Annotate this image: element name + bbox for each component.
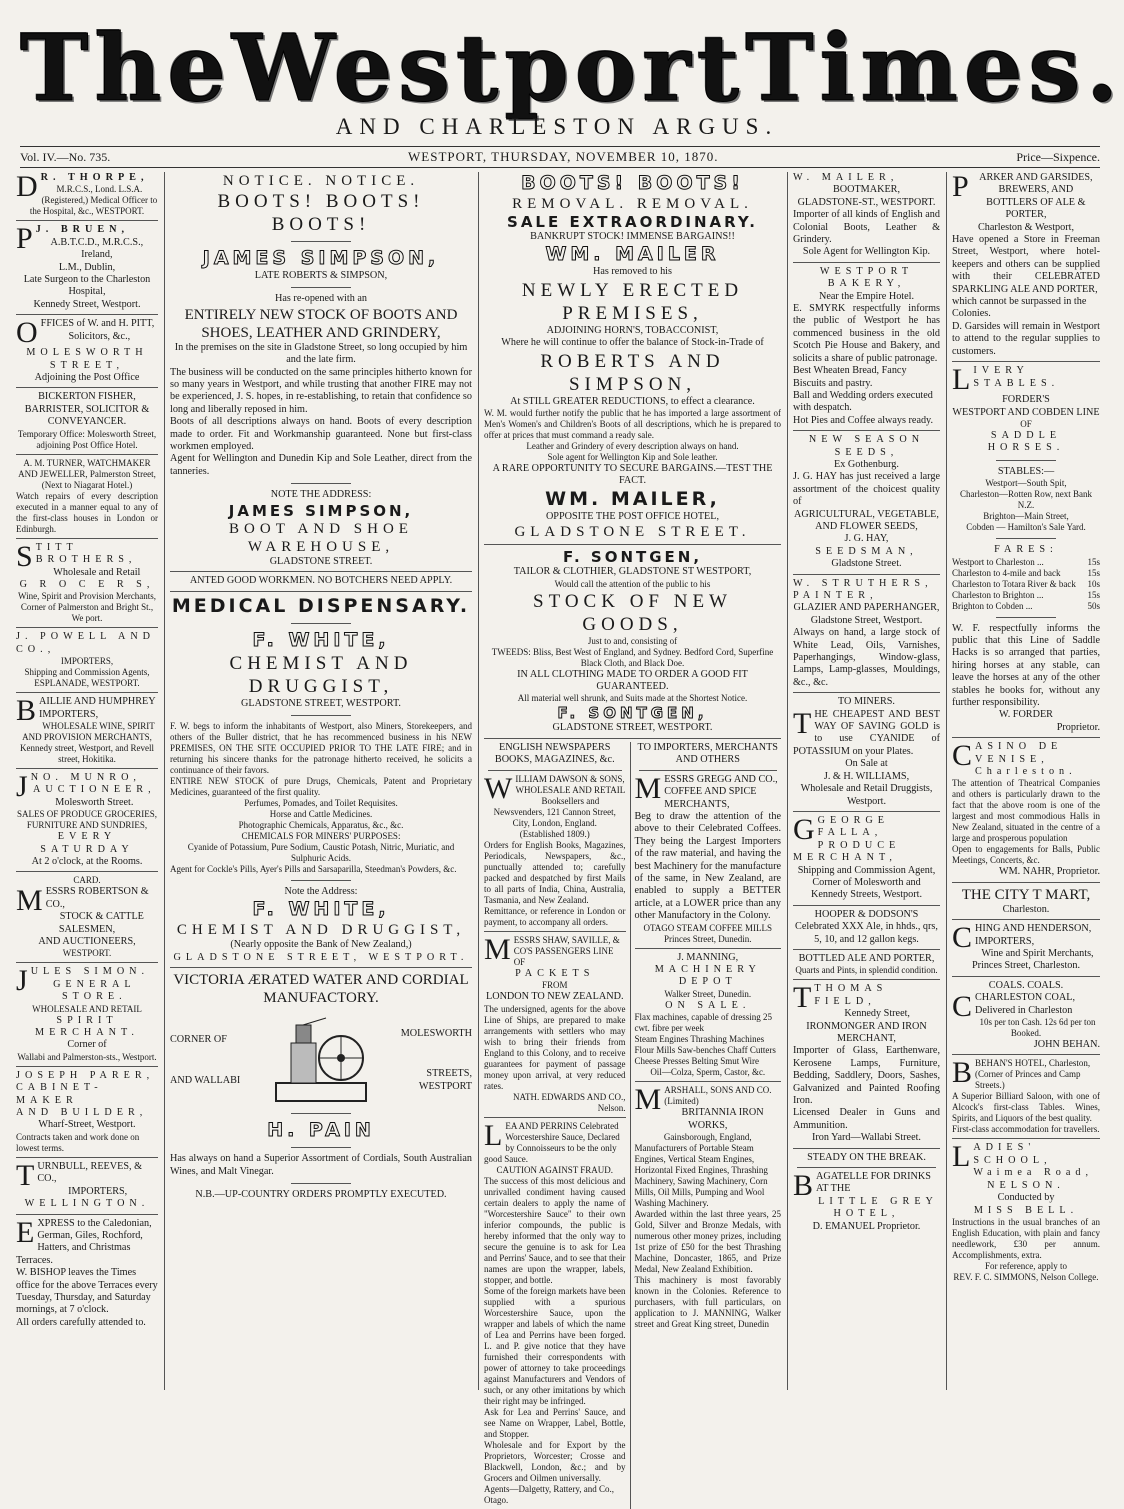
ad-sontgen: F. SONTGEN, TAILOR & CLOTHIER, GLADSTONE ST WESTPORT, Would call the attention of the public to his STOCK OF NEW GOODS, Just to and, consisting of TWEEDS: Bliss, Best West of England, and Sydney. Bedford Cord, Superfine Black Cloth, and Black Doe. IN ALL CLOTHING MADE TO ORDER A GOOD FIT GUARANTEED. All material well shrunk, and Suits made at the Shortest Notice. F. SONTGEN, GLADSTONE STREET, WESTPORT. (491, 548, 774, 734)
ad-bakery: WESTPORT BAKERY, Near the Empire Hotel. E. SMYRK respectfully informs the public of Westport he has commenced business in the old Scotch Pie House and Bakery, and solicits a share of public patronage. Best Wheaten Bread, Fancy Biscuits and pastry. Ball and Wedding orders executed with despatch. Hot Pies and Coffee always ready. (793, 265, 940, 426)
fare-row: Charleston to Brighton ... 15s (952, 589, 1100, 600)
ad-dawson: ENGLISH NEWSPAPERS BOOKS, MAGAZINES, &c. W ILLIAM DAWSON & SONS, WHOLESALE AND RETAIL Booksellers and Newsvenders, 121 Cannon Street, City, London, England. (Established 1809.) Orders for English Books, Magazines, Periodicals, Newspapers, &c., punctually attended to; carefully packed and despatched by first Mails to all parts of India, China, Australia, Tasmania, and New Zealand. Remittance, or reference in London or payment, to accompany all orders. (484, 741, 626, 927)
ad-manning: J. MANNING, MACHINERY DEPOT Walker Street, Dunedin. ON SALE. Flax machines, capable of dressing 25 cwt. fibre per week Steam Engines Thrashing Machines Flour Mills Saw-benches Chaff Cutters Cheese Presses Belting Smut Wire Oil—Colza, Sperm, Castor, &c. (634, 951, 776, 1078)
ad-behan: B BEHAN'S HOTEL, Charleston, (Corner of Princes and Camp Streets.) A Superior Billiard Saloon, with one of Alcock's first-class Tables. Wines, Spirits, and Liquors of the best quality. First-class accommodation for travellers. (952, 1056, 1100, 1135)
price: Price—Sixpence. (1016, 149, 1100, 164)
ad-pain: VICTORIA ÆRATED WATER AND CORDIAL MANUFACTORY. CORNER OF AND WALLABI MOLESWORTH STREETS, WESTPORT H. PAIN Has always on hand a Superior Assortment of Cordials, South Australian Wines, and Malt Vinegar. N.B.—UP-COUNTRY ORDERS PROMPTLY EXECUTED. (170, 972, 472, 1200)
ad-field: T THOMAS FIELD, Kennedy Street, IRONMONGER AND IRON MERCHANT, Importer of Glass, Earthenware, Kerosene Lamps, Furniture, Bedding, Saddlery, Doors, Sashes, Galvanized and Painted Roofing Iron. Licensed Dealer in Guns and Ammunition. Iron Yard—Wallabi Street. (793, 981, 940, 1144)
ad-stitt: S TITT BROTHERS, Wholesale and Retail G R O C E R S, Wine, Spirit and Provision Merchants, Corner of Palmerston and Bright St., We port. (16, 539, 157, 624)
ad-gregg: TO IMPORTERS, MERCHANTS AND OTHERS M ESSRS GREGG AND CO., COFFEE AND SPICE MERCHANTS, Beg to draw the attention of the above to their Celebrated Coffees. They being the Largest Importers of the raw material, and having the best Machinery for the manufacture of the same, in New Zealand, are enabled to supply a BETTER article, at a LOWER price than any other Manufactory in the Colony. OTAGO STEAM COFFEE MILLS Princes Street, Dunedin. (634, 741, 781, 944)
ad-marshall: M ARSHALL, SONS AND CO. (Limited) BRITANNIA IRON WORKS, Gainsborough, England, Manufacturers of Portable Steam Engines, Vertical Steam Engines, Horizontal Fixed Engines, Thrashing Machinery, Sawing Machinery, Corn Mills, Oil Mills, Pumping and Wool Washing Machinery. Awarded within the last three years, 25 Gold, Silver and Bronze Medals, with numerous other money prizes, including 1st prize of £50 for the best Thrashing Machine, Doncaster, 1865, and Prize Medal, New Zealand Exhibition. This machinery is most favorably known in the Colonies. Reference to purchasers, with full particulars, on application to J. MANNING, Walker street and Great King street, Dunedin (634, 1083, 781, 1329)
ad-lea-perrins: L EA AND PERRINS Celebrated Worcestershire Sauce, Declared by Connoisseurs to be the only good Sauce. CAUTION AGAINST FRAUD. The success of this most delicious and unrivalled condiment having caused certain dealers to apply the name of "Worcestershire Sauce" to their own inferior compounds, the public is hereby informed that the only way to secure the genuine is to ask for Lea and Perrins' Sauce, and to see that their names are upon the wrapper, labels, stopper, and bottle. Some of the foreign markets have been supplied with a spurious Worcestershire Sauce, upon the wrapper and labels of which the name of Lea and Perrins have been forged. L. and P. give notice that they have furnished their correspondents with power of attorney to take proceedings against Manufacturers and Vendors of such, or any other imitations by which their right may be infringed. Ask for Lea and Perrins' Sauce, and see Name on Wrapper, Label, Bottle, and Stopper. Wholesale and for Export by the Proprietors, Worcester; Crosse and Blackwell, London, &c.; and by Grocers and Oilmen universally. Agents—Dalgetty, Rattery, and Co., Otago. (484, 1118, 626, 1505)
ad-ching: C HING AND HENDERSON, IMPORTERS, Wine and Spirit Merchants, Princes Street, Charleston. (952, 921, 1094, 972)
ad-parker-garsides: P ARKER AND GARSIDES, BREWERS, AND BOTTLERS OF ALE & PORTER, Charleston & Westport, Have opened a Store in Freeman Street, Westport, where hotel-keepers and others can be supplied with their CELEBRATED SPARKLING ALE AND PORTER, which cannot be surpassed in the Colonies. D. Garsides will remain in Westport to attend to the regular supplies to customers. (952, 170, 1100, 357)
column-1 (12, 172, 162, 1390)
machinery-illustration (266, 1013, 376, 1108)
ad-falla: G GEORGE FALLA, PRODUCE MERCHANT, Shipping and Commission Agent, Corner of Molesworth and Kennedy Streets, Westport. (793, 812, 936, 901)
dateline: WESTPORT, THURSDAY, NOVEMBER 10, 1870. (408, 149, 719, 164)
ad-robertson: CARD. M ESSRS ROBERTSON & CO., STOCK & CATTLE SALESMEN, AND AUCTIONEERS, WESTPORT. (16, 875, 149, 959)
ad-livery: L IVERY STABLES. FORDER'S WESTPORT AND COBDEN LINE OF SADDLE HORSES. STABLES:— Westport—South Spit, Charleston—Rotten Row, next Bank N.Z. Brighton—Main Street, Cobden — Hamilton's Sale Yard. FARES: Westport to Charleston ... 15s Charleston to 4-mile and back 15s Charleston to Totara River & back 10s Charleston to Brighton ... 15s Brighton to Cobden ... 50s W. F. respectfully informs the public that this Line of Saddle Hacks is so arranged that parties, hiring horses at any stable, can leave the horses at any of the other stables he books for, without any further responsibility. W. FORDER Proprietor. (952, 363, 1100, 733)
masthead-word-westport: Westport (231, 14, 746, 122)
ad-bagatelle: STEADY ON THE BREAK. B AGATELLE FOR DRINKS AT THE LITTLE GREY HOTEL, D. EMANUEL Proprietor. (793, 1151, 938, 1232)
fares-table (952, 557, 1100, 612)
ad-pitt: O FFICES of W. and H. PITT, Solicitors, &c., MOLESWORTH STREET, Adjoining the Post Office (16, 316, 155, 384)
masthead-word-times: Times. (745, 14, 1124, 122)
ad-struthers: W. STRUTHERS, PAINTER, GLAZIER AND PAPERHANGER, Gladstone Street, Westport. Always on hand, a large stock of White Lead, Oils, Varnishes, Paperhangings, Window-glass, Lamps, Lamp-glasses, Mouldings, &c., &c. (793, 577, 940, 688)
ad-powell: J. POWELL AND CO., IMPORTERS, Shipping and Commission Agents, ESPLANADE, WESTPORT. (16, 631, 156, 689)
ad-seeds: NEW SEASON SEEDS, Ex Gothenburg. J. G. HAY has just received a large assortment of the choicest quality of AGRICULTURAL, VEGETABLE, AND FLOWER SEEDS, J. G. HAY, SEEDSMAN, Gladstone Street. (793, 434, 940, 570)
masthead-subtitle: AND CHARLESTON ARGUS. (335, 114, 779, 139)
fare-row: Brighton to Cobden ... 50s (952, 600, 1100, 611)
ad-baillie: B AILLIE AND HUMPHREY IMPORTERS, WHOLESALE WINE, SPIRIT AND PROVISION MERCHANTS, Kennedy street, Westport, and Revell street, Hokitika. (16, 694, 156, 764)
ad-hooper: HOOPER & DODSON'S Celebrated XXX Ale, in hhds., qrs, 5, 10, and 12 gallon kegs. (795, 908, 938, 945)
column-3a (480, 742, 631, 1509)
columns (0, 170, 1114, 1505)
ad-mailer-removal: BOOTS! BOOTS! REMOVAL. REMOVAL. SALE EXTRAORDINARY. BANKRUPT STOCK! IMMENSE BARGAINS!! WM. MAILER Has removed to his NEWLY ERECTED PREMISES, ADJOINING HORN'S, TOBACCONIST, Where he will continue to offer the balance of Stock-in-Trade of ROBERTS AND SIMPSON, At STILL GREATER REDUCTIONS, to effect a clearance. W. M. would further notify the public that he has imported a large assortment of Men's Women's and Children's Boots of all descriptions, which he is prepared to offer at prices that must command a ready sale. Leather and Grindery of every description always on hand. Sole agent for Wellington Kip and Sole leather. A RARE OPPORTUNITY TO SECURE BARGAINS.—TEST THE FACT. WM. MAILER, OPPOSITE THE POST OFFICE HOTEL, GLADSTONE STREET. (484, 172, 781, 541)
ad-casino: C ASINO DE VENISE, Charleston. The attention of Theatrical Companies and others is particularly drawn to the fact that the above room is one of the largest and most commodious Halls in New Zealand, situated in the centre of a large and prosperous population Open to engagements for Balls, Public Meetings, Concerts, &c. WM. NAHR, Proprietor. (952, 739, 1100, 878)
ad-wanted: ANTED GOOD WORKMEN. NO BOTCHERS NEED APPLY. (189, 575, 453, 587)
ad-bottled: BOTTLED ALE AND PORTER, Quarts and Pints, in splendid condition. (795, 952, 938, 976)
ad-simpson: NOTICE. NOTICE. BOOTS! BOOTS! BOOTS! JAMES SIMPSON, LATE ROBERTS & SIMPSON, Has re-opened with an ENTIRELY NEW STOCK OF BOOTS AND SHOES, LEATHER AND GRINDERY, In the premises on the site in Gladstone Street, so long occupied by him and the late firm. The business will be conducted on the same principles hitherto known for so many years in Westport, and while trusting that another FIRE may not be experienced, J. S. hopes, in re-establishing, to retain that confidence so long and liberally reposed in him. Boots of all descriptions always on hand. Boots of every description made to order. Fit and Workmanship guaranteed. None but first-class workmen employed. Agent for Wellington and Dunedin Kip and Sole Leather, direct from the tanneries. NOTE THE ADDRESS: JAMES SIMPSON, BOOT AND SHOE WAREHOUSE, GLADSTONE STREET. (170, 173, 472, 567)
ad-shaw: M ESSRS SHAW, SAVILLE, & CO'S PASSENGERS LINE OF PACKETS FROM LONDON TO NEW ZEALAND. The undersigned, agents for the above Line of Ships, are prepared to make arrangements with settlers who may wish to bring their friends from England to this Colony, and to receive guarantees for payment of passage money upon arrival, at very reduced rates. NATH. EDWARDS AND CO., Nelson. (484, 932, 626, 1113)
ad-simon: J ULES SIMON. GENERAL STORE. WHOLESALE AND RETAIL SPIRIT MERCHANT. Corner of Wallabi and Palmerston-sts., Westport. (16, 964, 157, 1062)
ad-coals: COALS. COALS. C CHARLESTON COAL, Delivered in Charleston 10s per ton Cash. 12s 6d per ton Booked. JOHN BEHAN. (952, 979, 1100, 1051)
ad-mailer-bootmaker: W. MAILER, BOOTMAKER, GLADSTONE-ST., WESTPORT. Importer of all kinds of English and Colonial Boots, Leather & Grindery. Sole Agent for Wellington Kip. (793, 172, 940, 258)
ad-turner: A. M. TURNER, WATCHMAKER AND JEWELLER, Palmerston Street, (Next to Niagarat Hotel.) Watch repairs of every description executed in a manner equal to any of the first-class houses in London or Edinburgh. (16, 457, 158, 534)
fare-row: Charleston to 4-mile and back 15s (952, 567, 1100, 578)
column-2 (166, 172, 476, 1390)
ad-bruen: P J. BRUEN, A.B.T.C.D., M.R.C.S., Ireland, L.M., Dublin, Late Surgeon to the Charleston Hospital, Kennedy Street, Westport. (16, 222, 151, 310)
ad-munro: J NO. MUNRO, AUCTIONEER, Molesworth Street. SALES OF PRODUCE GROCERIES, FURNITURE AND SUNDRIES, EVERY SATURDAY At 2 o'clock, at the Rooms. (16, 769, 158, 867)
column-3 (480, 172, 785, 1505)
ad-thorpe: D R. THORPE, M.R.C.S., Lond. L.S.A. (Registered,) Medical Officer to the Hospital, &c., WESTPORT. (16, 170, 158, 217)
masthead-title (20, 14, 1124, 122)
column-4 (789, 172, 944, 1390)
column-5 (948, 172, 1104, 1390)
ad-express: E XPRESS to the Caledonian, German, Giles, Rochford, Hatters, and Christmas Terraces. W. BISHOP leaves the Times office for the above Terraces every Tuesday, Thursday, and Saturday mornings, at 7 o'clock. All orders carefully attended to. (16, 1215, 158, 1328)
column-3b (631, 742, 785, 1509)
ad-ladies-school: L ADIES' SCHOOL, Waimea Road, NELSON. Conducted by MISS BELL. Instructions in the usual branches of an English Education, with plain and fancy needlework, £30 per annum. Accomplishments, extra. For reference, apply to REV. F. C. SIMMONS, Nelson College. (952, 1140, 1100, 1282)
dateline-bar (20, 146, 1100, 168)
ad-fisher: BICKERTON FISHER, BARRISTER, SOLICITOR & CONVEYANCER. Temporary Office: Molesworth Street, adjoining Post Office Hotel. (17, 391, 157, 450)
ad-parer: JOSEPH PARER, CABINET-MAKER AND BUILDER, Wharf-Street, Westport. Contracts taken and work done on lowest terms. (16, 1069, 155, 1153)
ad-turnbull: T URNBULL, REEVES, & CO., IMPORTERS, WELLINGTON. (16, 1158, 150, 1210)
fare-row: Charleston to Totara River & back 10s (952, 578, 1100, 589)
volume-number: Vol. IV.—No. 735. (20, 149, 111, 164)
ad-city-mart: THE CITY T MART, Charleston. (961, 886, 1091, 915)
fare-row: Westport to Charleston ... 15s (952, 556, 1100, 567)
ad-white: MEDICAL DISPENSARY. F. WHITE, CHEMIST AND DRUGGIST, GLADSTONE STREET, WESTPORT. F. W. begs to inform the inhabitants of Westport, also Miners, Storekeepers, and others of the Buller district, that he has recommenced business in his NEW PREMISES, ON THE SITE OCCUPIED PRIOR TO THE LATE FIRE; and in returning his sincere thanks for the patronage hitherto received, he solicits a continuance of their favors. ENTIRE NEW STOCK of pure Drugs, Chemicals, Patent and Proprietary Medicines, guaranteed of the first quality. Perfumes, Pomades, and Toilet Requisites. Horse and Cattle Medicines. Photographic Chemicals, Apparatus, &c., &c. CHEMICALS FOR MINERS' PURPOSES: Cyanide of Potassium, Pure Sodium, Caustic Potash, Nitric, Muriatic, and Sulphuric Acids. Agent for Cockle's Pills, Ayer's Pills and Sarsaparilla, Steedman's Powders, &c. Note the Address: F. WHITE, CHEMIST AND DRUGGIST, (Nearly opposite the Bank of New Zealand,) GLADSTONE STREET, WESTPORT. (170, 594, 472, 963)
masthead (0, 0, 1124, 145)
masthead-word-the: The (20, 14, 232, 122)
ad-cyanide: TO MINERS. T HE CHEAPEST AND BEST WAY OF SAVING GOLD is to use CYANIDE of POTASSIUM on your Plates. On Sale at J. & H. WILLIAMS, Wholesale and Retail Druggists, Westport. (793, 696, 940, 807)
